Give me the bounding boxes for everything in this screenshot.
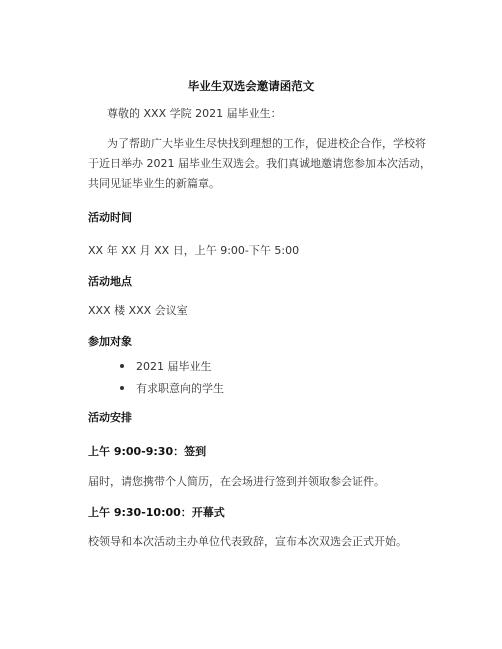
bullet-icon	[120, 386, 124, 390]
audience-item-label: 有求职意向的学生	[136, 382, 224, 395]
section-heading-time: 活动时间	[88, 211, 132, 224]
time-text: XX 年 XX 月 XX 日，上午 9:00-下午 5:00	[88, 244, 300, 257]
place-text: XXX 楼 XXX 会议室	[88, 304, 188, 317]
intro-line: 为了帮助广大毕业生尽快找到理想的工作，促进校企合作，学校将	[107, 137, 426, 150]
section-heading-audience: 参加对象	[88, 335, 132, 348]
intro-line: 共同见证毕业生的新篇章。	[88, 177, 220, 190]
section-heading-schedule: 活动安排	[88, 411, 132, 424]
audience-item-label: 2021 届毕业生	[136, 360, 212, 373]
bullet-icon	[120, 364, 124, 368]
intro-line: 于近日举办 2021 届毕业生双选会。我们真诚地邀请您参加本次活动，	[88, 157, 431, 170]
intro-paragraph	[88, 134, 436, 194]
schedule-item-text-checkin: 届时，请您携带个人简历，在会场进行签到并领取参会证件。	[88, 475, 385, 488]
document-title: 毕业生双选会邀请函范文	[187, 79, 315, 93]
schedule-item-text-opening: 校领导和本次活动主办单位代表致辞，宣布本次双选会正式开始。	[88, 535, 407, 548]
section-heading-place: 活动地点	[88, 275, 132, 288]
salutation: 尊敬的 XXX 学院 2021 届毕业生：	[107, 107, 282, 120]
audience-list-item	[120, 359, 212, 375]
schedule-item-heading-opening: 上午 9:30-10:00：开幕式	[88, 506, 225, 519]
audience-list-item	[120, 381, 224, 397]
schedule-item-heading-checkin: 上午 9:00-9:30：签到	[88, 445, 207, 458]
